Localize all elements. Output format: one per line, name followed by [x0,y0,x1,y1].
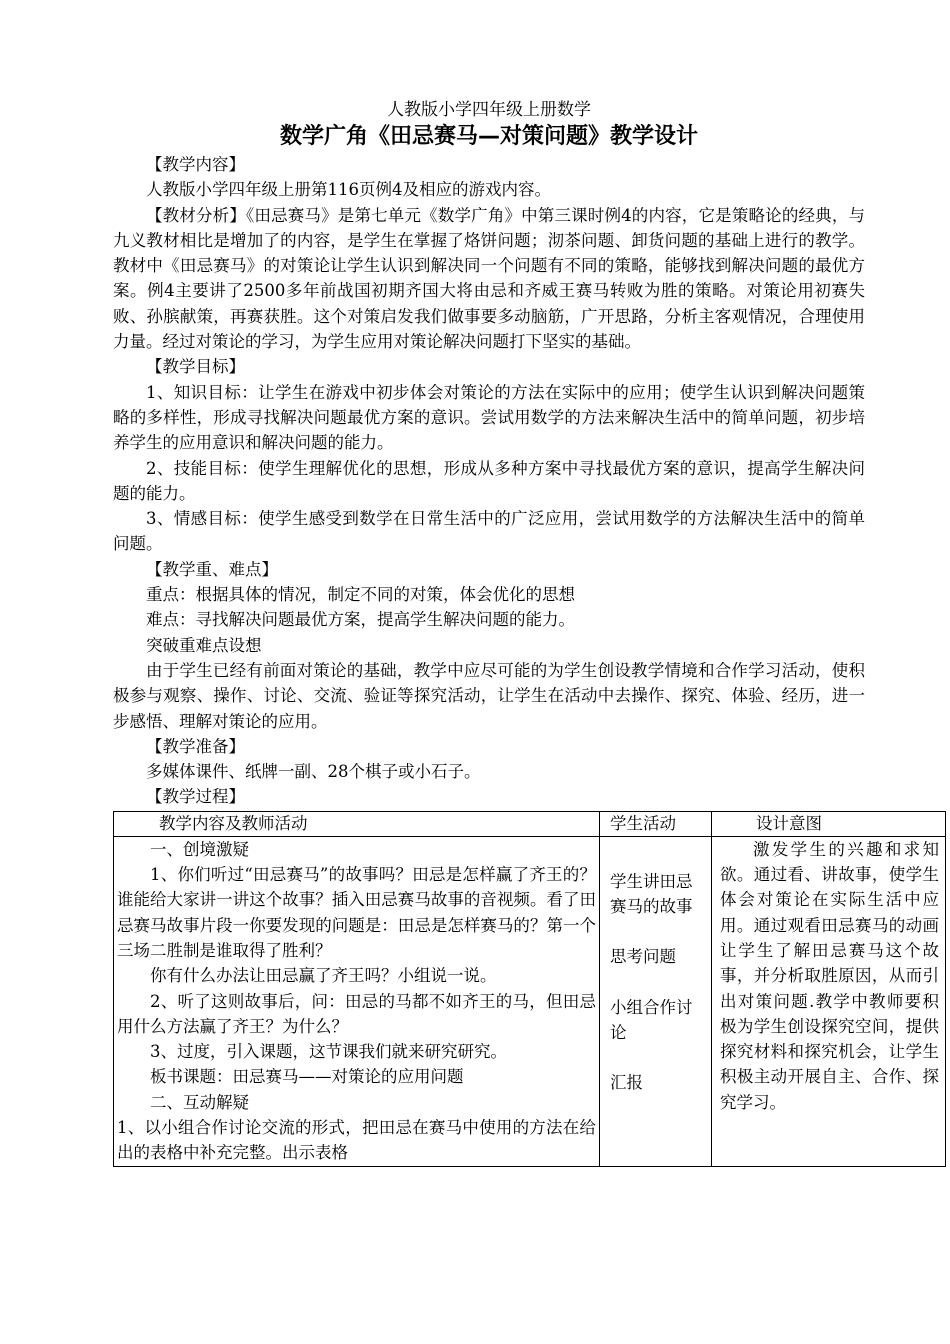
teacher-step-1: 1、你们听过“田忌赛马”的故事吗？田忌是怎样赢了齐王的？谁能给大家讲一讲这个故事？插入田忌赛马故事的音视频。看了田忌赛马故事片段一你要发现的问题是：田忌是怎样赛马的？第一个三场二胜制是谁取得了胜利？ [117,865,596,960]
design-intent-text: 激发学生的兴趣和求知欲。通过看、讲故事，使学生体会对策论在实际生活中应用。通过观看田忌赛马的动画让学生了解田忌赛马这个故事，并分析取胜原因，从而引出对策问题.教学中教师要积极为学生创设探究空间，提供探究材料和探究机会，让学生积极主动开展自主、合作、探究学习。 [720,839,939,1112]
goals-heading: 【教学目标】 [146,357,245,377]
prep-heading: 【教学准备】 [146,736,245,756]
table-row [114,836,946,1166]
board-title: 板书课题：田忌赛马——对策论的应用问题 [150,1067,464,1087]
header-student: 学生活动 [600,811,712,836]
header-teacher: 教学内容及教师活动 [114,811,600,836]
teacher-step-2: 2、听了这则故事后，问：田忌的马都不如齐王的马，但田忌用什么方法赢了齐王？为什么？ [117,991,596,1036]
analysis-text: 【教材分析】《田忌赛马》是第七单元《数学广角》中第三课时例4的内容，它是策略论的经典，与九义教材相比是增加了的内容，是学生在掌握了烙饼问题；沏茶问题、卸货问题的基础上进行的教学。教材中《田忌赛马》的对策论让学生认识到解决同一个问题有不同的策略，能够找到解决问题的最优方案。例4主要讲了2500多年前战国初期齐国大将由忌和齐威王赛马转败为胜的策略。对策论用初赛失败、孙膑献策，再赛获胜。这个对策启发我们做事要多动脑筋，广开思路，分析主客观情况，合理使用力量。经过对策论的学习，为学生应用对策论解决问题打下坚实的基础。 [113,205,865,352]
student-activity-3: 小组合作讨论 [610,997,693,1042]
student-activity-1: 学生讲田忌赛马的故事 [610,871,693,917]
teacher-step-3: 3、过度，引入课题，这节课我们就来研究研究。 [150,1042,507,1062]
student-activity-4: 汇报 [610,1073,643,1093]
table-header-row [114,811,946,836]
teacher-step-4: 1、以小组合作讨论交流的形式，把田忌在赛马中使用的方法在给出的表格中补充完整。出示表格 [117,1117,596,1163]
design-intent-cell [712,836,946,1166]
prep-text: 多媒体课件、纸牌一副、28个棋子或小石子。 [146,762,481,782]
student-activity-cell [600,836,712,1166]
header-intent: 设计意图 [712,811,946,836]
goal-emotion: 3、情感目标：使学生感受到数学在日常生活中的广泛应用，尝试用数学的方法解决生活中的简单问题。 [113,509,865,554]
breakthrough-heading: 突破重难点设想 [146,635,262,655]
stage-1-heading: 一、创境激疑 [150,839,249,859]
teacher-activity-cell [114,836,600,1166]
stage-2-heading: 二、互动解疑 [150,1092,249,1112]
doc-title: 数学广角《田忌赛马—对策问题》教学设计 [279,124,698,149]
content-text: 人教版小学四年级上册第116页例4及相应的游戏内容。 [146,180,551,200]
key-point: 重点：根据具体的情况，制定不同的对策，体会优化的思想 [146,585,575,605]
process-table [113,811,946,1167]
goal-knowledge: 1、知识目标：让学生在游戏中初步体会对策论的方法在实际中的应用；使学生认识到解决问题策略的多样性，形成寻找解决问题最优方案的意识。尝试用数学的方法来解决生活中的简单问题，初步培养学生的应用意识和解决问题的能力。 [113,382,865,453]
teacher-step-1b: 你有什么办法让田忌赢了齐王吗？小组说一说。 [150,966,497,986]
process-heading: 【教学过程】 [146,787,245,807]
breakthrough-text: 由于学生已经有前面对策论的基础，教学中应尽可能的为学生创设教学情境和合作学习活动，使积极参与观察、操作、讨论、交流、验证等探究活动，让学生在活动中去操作、探究、体验、经历，进一步感悟、理解对策论的应用。 [113,660,865,731]
content-heading: 【教学内容】 [146,155,245,174]
key-heading: 【教学重、难点】 [146,559,278,579]
doc-subtitle: 人教版小学四年级上册数学 [387,100,591,120]
goal-skill: 2、技能目标：使学生理解优化的思想，形成从多种方案中寻找最优方案的意识，提高学生解决问题的能力。 [113,458,865,503]
difficult-point: 难点：寻找解决问题最优方案，提高学生解决问题的能力。 [146,610,575,630]
student-activity-2: 思考问题 [610,947,676,967]
document-page [113,98,939,1167]
